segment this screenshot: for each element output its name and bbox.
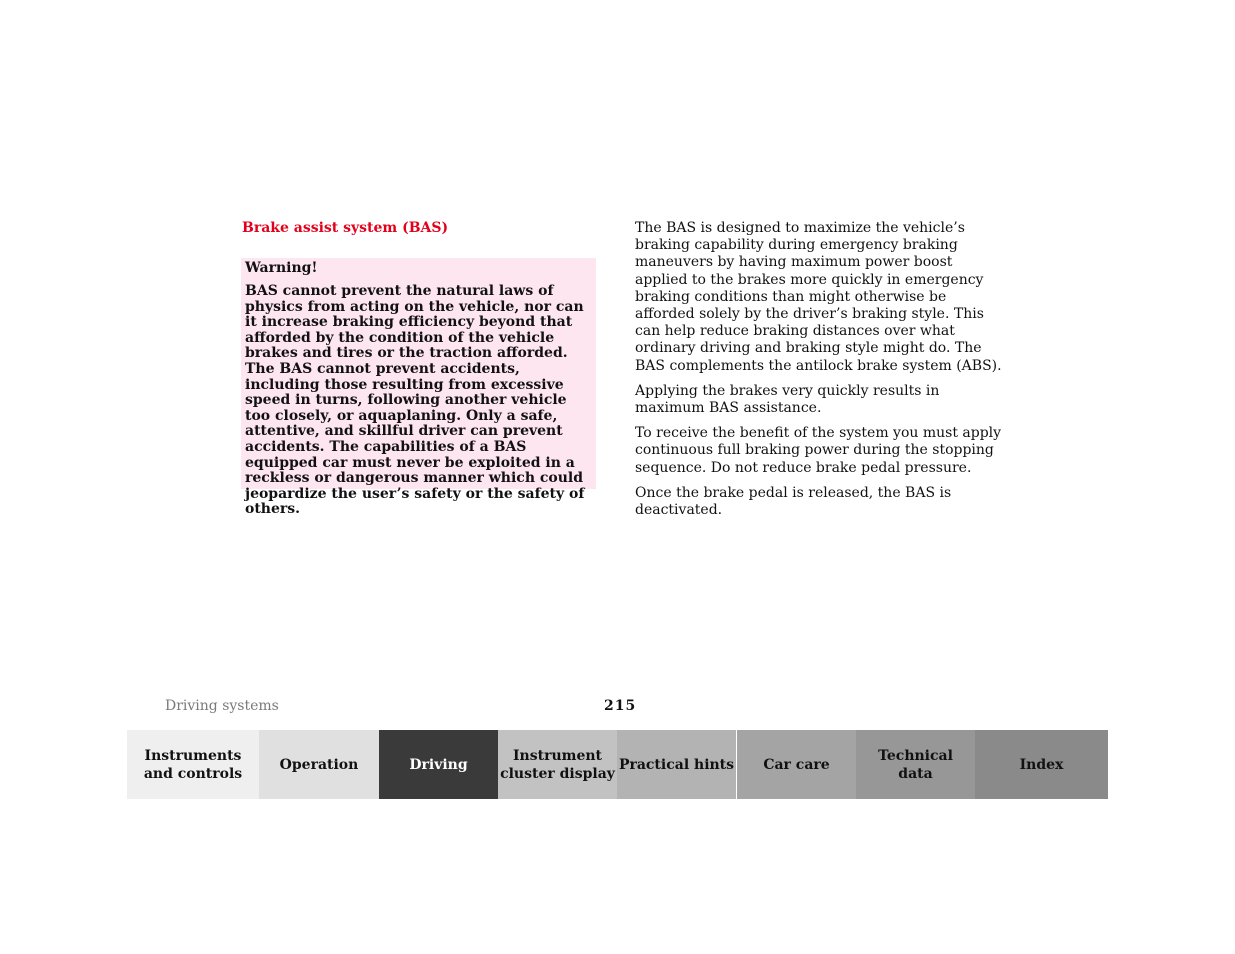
tab-car-care[interactable]: Car care (737, 730, 856, 799)
footer-section-label: Driving systems (165, 698, 279, 714)
tab-operation[interactable]: Operation (259, 730, 379, 799)
body-paragraph: The BAS is designed to maximize the vehicle’s braking capability during emergency braking maneuvers by having maximum power boost applied to the brakes more quickly in emergency braking conditions than might otherwise be afforded solely by the driver’s braking style. This can help reduce braking distances over what ordinary driving and braking style might do. The BAS complements the antilock brake system (ABS). (635, 220, 1002, 374)
body-text (635, 220, 1005, 527)
warning-box (241, 258, 596, 518)
body-paragraph: Applying the brakes very quickly results in maximum BAS assistance. (635, 382, 940, 417)
warning-text: BAS cannot prevent the natural laws of physics from acting on the vehicle, nor can it increase braking efficiency beyond that afforded by the condition of the vehicle brakes and tires or the traction afforded. The BAS cannot prevent accidents, including those resulting from excessive speed in turns, following another vehicle too closely, or aquaplaning. Only a safe, attentive, and skillful driver can prevent accidents. The capabilities of a BAS equipped car must never be exploited in a reckless or dangerous manner which could jeopardize the user’s safety or the safety of others. (245, 283, 585, 518)
tab-practical-hints[interactable]: Practical hints (617, 730, 737, 799)
chapter-nav (127, 730, 1108, 799)
section-title: Brake assist system (BAS) (242, 220, 449, 236)
tab-index[interactable]: Index (975, 730, 1108, 799)
body-paragraph: To receive the benefit of the system you must apply continuous full braking power during the stopping sequence. Do not reduce brake pedal pressure. (635, 425, 1002, 476)
tab-instruments-and-controls[interactable]: Instruments and controls (127, 730, 259, 799)
tab-technical-data[interactable]: Technical data (856, 730, 975, 799)
warning-title: Warning! (245, 260, 318, 276)
tab-instrument-cluster-display[interactable]: Instrument cluster display (498, 730, 617, 799)
body-paragraph: Once the brake pedal is released, the BAS is deactivated. (635, 484, 952, 519)
tab-driving[interactable]: Driving (379, 730, 498, 799)
page-number: 215 (604, 698, 637, 714)
